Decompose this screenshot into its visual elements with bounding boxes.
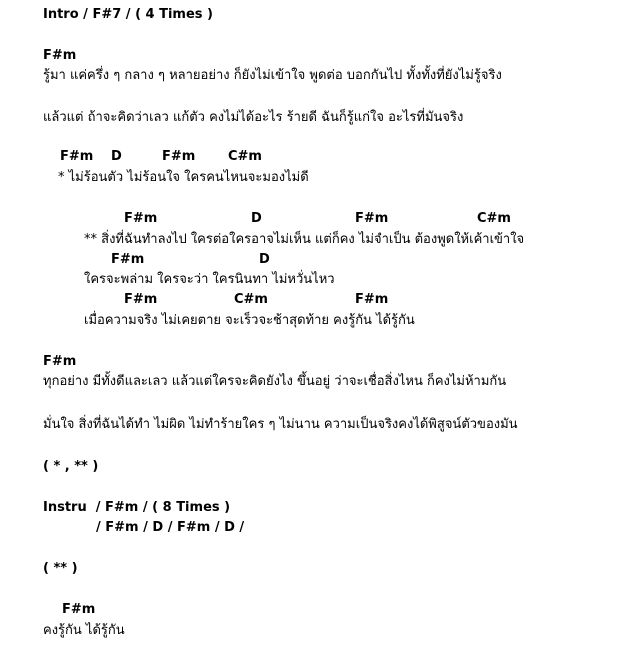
intro-line: Intro / F#7 / ( 4 Times ) xyxy=(43,7,213,22)
pre-chord-2: D xyxy=(111,149,122,164)
pre-chorus-lyric: * ไม่ร้อนตัว ไม่ร้อนใจ ใครคนไหนจะมองไม่ดี xyxy=(58,170,309,185)
pre-chord-1: F#m xyxy=(60,149,94,164)
instrumental-line-1: Instru / F#m / ( 8 Times ) xyxy=(43,500,231,515)
chorus-chord-3-2: C#m xyxy=(234,292,268,307)
verse2-chord: F#m xyxy=(43,354,77,369)
verse2-lyric-2: มั่นใจ สิ่งที่ฉันได้ทำ ไม่ผิด ไม่ทำร้ายใคร ๆ ไม่นาน ความเป็นจริงคงได้พิสูจน์ตัวของมัน xyxy=(43,417,518,432)
instrumental-line-2: / F#m / D / F#m / D / xyxy=(96,520,245,535)
chorus-chord-2-1: F#m xyxy=(111,252,145,267)
chorus-lyric-1: ** สิ่งที่ฉันทำลงไป ใครต่อใครอาจไม่เห็น แต่ก็คง ไม่จำเป็น ต้องพูดให้เค้าเข้าใจ xyxy=(84,232,525,247)
chorus-lyric-2: ใครจะพล่าม ใครจะว่า ใครนินทา ไม่หวั่นไหว xyxy=(84,272,335,287)
verse2-lyric-1: ทุกอย่าง มีทั้งดีและเลว แล้วแต่ใครจะคิดยังไง ขึ้นอยู่ ว่าจะเชื่อสิ่งไหน ก็คงไม่ห้ามกัน xyxy=(43,374,507,389)
chorus-chord-1-1: F#m xyxy=(124,211,158,226)
chorus-lyric-3: เมื่อความจริง ไม่เคยตาย จะเร็วจะช้าสุดท้าย คงรู้กัน ได้รู้กัน xyxy=(84,313,415,328)
verse1-lyric-1: รู้มา แค่ครึ่ง ๆ กลาง ๆ หลายอย่าง ก็ยังไม่เข้าใจ พูดต่อ บอกกันไป ทั้งทั้งที่ยังไม่รู้จริง xyxy=(43,68,502,83)
repeat-marker-1: ( * , ** ) xyxy=(43,459,99,474)
outro-chord: F#m xyxy=(62,602,96,617)
chorus-chord-3-1: F#m xyxy=(124,292,158,307)
repeat-marker-2: ( ** ) xyxy=(43,561,78,576)
outro-lyric: คงรู้กัน ได้รู้กัน xyxy=(43,623,125,638)
verse1-lyric-2: แล้วแต่ ถ้าจะคิดว่าเลว แก้ตัว คงไม่ได้อะไร ร้ายดี ฉันก็รู้แก่ใจ อะไรที่มันจริง xyxy=(43,110,464,125)
chorus-chord-1-2: D xyxy=(251,211,262,226)
pre-chord-3: F#m xyxy=(162,149,196,164)
chorus-chord-1-3: F#m xyxy=(355,211,389,226)
chorus-chord-1-4: C#m xyxy=(477,211,511,226)
verse1-chord: F#m xyxy=(43,48,77,63)
chorus-chord-3-3: F#m xyxy=(355,292,389,307)
pre-chord-4: C#m xyxy=(228,149,262,164)
chorus-chord-2-2: D xyxy=(259,252,270,267)
